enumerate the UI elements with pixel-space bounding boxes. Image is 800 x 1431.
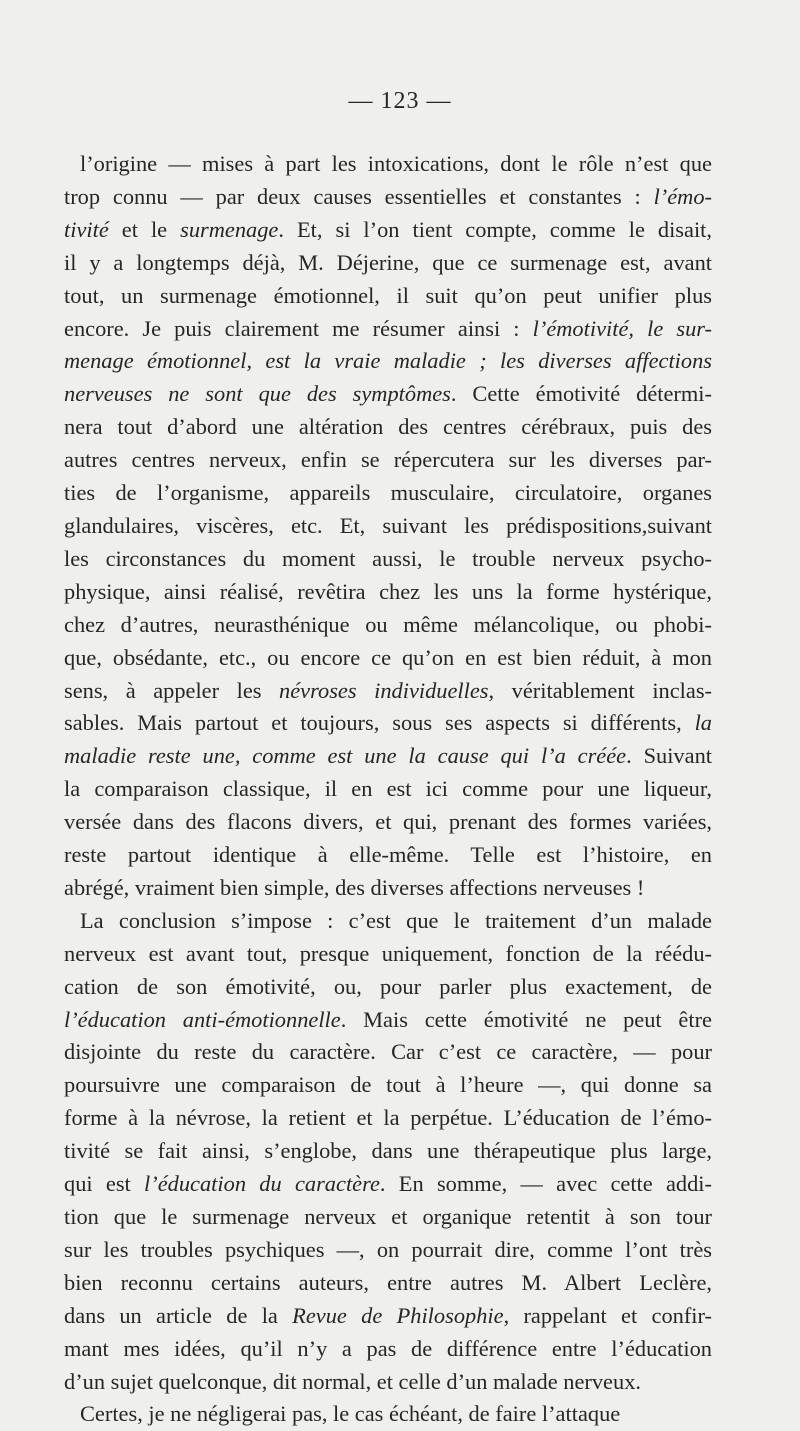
text-line xyxy=(64,214,712,247)
text-segment: . Et, si l’on tient compte, comme le disait, xyxy=(278,216,712,242)
text-segment: forme à la névrose, la retient et la perpétue. L’éducation de l’émo- xyxy=(64,1105,712,1131)
italic-text: l’éducation du caractère xyxy=(144,1171,380,1197)
text-line xyxy=(64,510,712,543)
page-number: — 123 — xyxy=(348,88,452,114)
text-line xyxy=(64,806,712,839)
text-line xyxy=(64,1333,712,1366)
text-segment: . Mais cette émotivité ne peut être xyxy=(340,1006,712,1032)
text-segment: dans un article de la xyxy=(64,1302,293,1328)
text-segment: il y a longtemps déjà, M. Déjerine, que ce surmenage est, avant xyxy=(64,249,712,275)
text-line xyxy=(64,1300,712,1333)
text-segment: les circonstances du moment aussi, le trouble nerveux psycho- xyxy=(64,545,712,571)
text-segment: glandulaires, viscères, etc. Et, suivant les prédispositions,suivant xyxy=(64,512,712,538)
text-line xyxy=(64,1102,712,1135)
italic-text: l’émo- xyxy=(653,183,712,209)
text-segment: qui est xyxy=(64,1171,145,1197)
text-segment: sur les troubles psychiques —, on pourrait dire, comme l’ont très xyxy=(64,1236,712,1262)
text-segment: . En somme, — avec cette addi- xyxy=(379,1171,712,1197)
text-line xyxy=(64,905,712,938)
text-line xyxy=(64,1398,712,1431)
text-line xyxy=(64,477,712,510)
text-segment: tion que le surmenage nerveux et organique retentit à son tour xyxy=(64,1204,712,1229)
text-segment: tivité se fait ainsi, s’englobe, dans une thérapeutique plus large, xyxy=(64,1138,712,1164)
text-segment: trop connu — par deux causes essentielles et constantes : xyxy=(64,183,654,209)
text-segment: La conclusion s’impose : c’est que le traitement d’un malade xyxy=(80,907,712,933)
text-segment: la comparaison classique, il en est ici comme pour une liqueur, xyxy=(64,776,712,802)
text-segment: bien reconnu certains auteurs, entre autres M. Albert Leclère, xyxy=(64,1269,712,1295)
text-segment: encore. Je puis clairement me résumer ainsi : xyxy=(64,315,533,341)
text-line xyxy=(64,872,712,905)
text-line xyxy=(64,247,712,280)
text-segment: versée dans des flacons divers, et qui, prenant des formes variées, xyxy=(64,809,712,835)
text-line xyxy=(64,345,712,378)
text-segment: sens, à appeler les xyxy=(64,677,280,703)
text-segment: cation de son émotivité, ou, pour parler plus exactement, de xyxy=(64,973,712,999)
italic-text: l’émotivité, le sur- xyxy=(532,315,712,341)
text-line xyxy=(64,378,712,411)
text-segment: chez d’autres, neurasthénique ou même mélancolique, ou phobi- xyxy=(64,611,712,637)
text-line xyxy=(64,1069,712,1102)
text-segment: ties de l’organisme, appareils musculaire, circulatoire, organes xyxy=(64,480,712,506)
text-segment: disjointe du reste du caractère. Car c’est ce caractère, — pour xyxy=(64,1039,712,1065)
text-segment: mant mes idées, qu’il n’y a pas de différence entre l’éducation xyxy=(64,1335,712,1361)
text-line xyxy=(64,280,712,313)
text-segment: sables. Mais partout et toujours, sous ses aspects si différents, xyxy=(64,710,695,736)
text-segment: . Cette émotivité détermi- xyxy=(450,381,712,407)
text-line xyxy=(64,609,712,642)
text-line xyxy=(64,313,712,346)
text-line xyxy=(64,1135,712,1168)
text-segment: et le xyxy=(108,216,181,242)
text-line xyxy=(64,740,712,773)
text-line xyxy=(64,839,712,872)
text-segment: , rappelant et confir- xyxy=(503,1302,712,1328)
text-line xyxy=(64,1366,712,1399)
text-segment: nera tout d’abord une altération des centres cérébraux, puis des xyxy=(64,414,712,440)
text-line xyxy=(64,642,712,675)
text-line xyxy=(64,1004,712,1037)
italic-text: tivité xyxy=(64,216,109,242)
text-segment: tout, un surmenage émotionnel, il suit qu’on peut unifier plus xyxy=(64,282,712,308)
italic-text: névroses individuelles xyxy=(279,677,489,703)
text-segment: physique, ainsi réalisé, revêtira chez les uns la forme hystérique, xyxy=(64,578,712,604)
text-segment: que, obsédante, etc., ou encore ce qu’on en est bien réduit, à mon xyxy=(64,644,712,670)
text-line xyxy=(64,971,712,1004)
text-segment: poursuivre une comparaison de tout à l’heure —, qui donne sa xyxy=(64,1072,712,1098)
text-segment: abrégé, vraiment bien simple, des diverses affections nerveuses ! xyxy=(64,874,645,900)
italic-text: Revue de Philosophie xyxy=(292,1302,504,1328)
text-line xyxy=(64,1036,712,1069)
text-segment: , véritablement inclas- xyxy=(488,677,712,703)
text-line xyxy=(64,444,712,477)
italic-text: nerveuses ne sont que des symptômes xyxy=(64,381,451,407)
text-line xyxy=(64,675,712,708)
text-line xyxy=(64,938,712,971)
italic-text: surmenage xyxy=(180,216,279,242)
text-line xyxy=(64,148,712,181)
text-segment: l’origine — mises à part les intoxications, dont le rôle n’est que xyxy=(80,151,712,176)
text-line xyxy=(64,543,712,576)
text-line xyxy=(64,181,712,214)
text-segment: d’un sujet quelconque, dit normal, et celle d’un malade nerveux. xyxy=(64,1368,641,1394)
body-text xyxy=(64,148,712,1431)
text-line xyxy=(64,1267,712,1300)
text-segment: nerveux est avant tout, presque uniquement, fonction de la réédu- xyxy=(64,940,712,966)
text-line xyxy=(64,1168,712,1201)
text-segment: reste partout identique à elle-même. Telle est l’histoire, en xyxy=(64,842,712,868)
italic-text: maladie reste une, comme est une la cause qui l’a créée xyxy=(64,743,627,769)
text-line xyxy=(64,1201,712,1234)
text-line xyxy=(64,411,712,444)
text-line xyxy=(64,1234,712,1267)
italic-text: l’éducation anti-émotionnelle xyxy=(64,1006,341,1032)
italic-text: la xyxy=(694,710,712,736)
text-line xyxy=(64,707,712,740)
italic-text: menage émotionnel, est la vraie maladie ; les diverses affections xyxy=(64,348,712,374)
text-line xyxy=(64,576,712,609)
text-segment: Certes, je ne négligerai pas, le cas échéant, de faire l’attaque xyxy=(80,1401,621,1427)
text-segment: autres centres nerveux, enfin se répercutera sur les diverses par- xyxy=(64,447,712,473)
text-segment: . Suivant xyxy=(626,743,712,769)
text-line xyxy=(64,773,712,806)
